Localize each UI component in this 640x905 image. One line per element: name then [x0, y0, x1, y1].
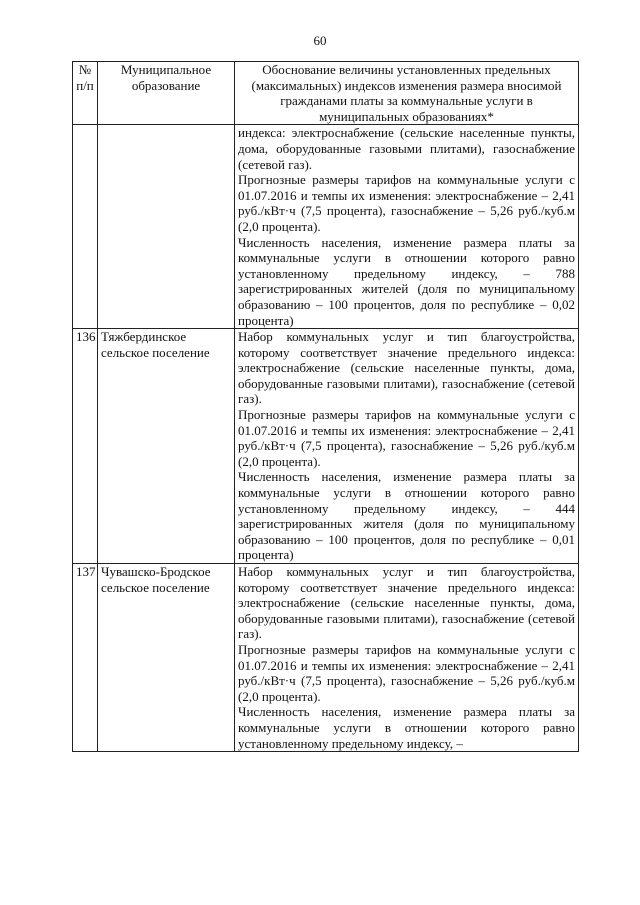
- tariff-index-table: [72, 61, 579, 752]
- header-municipality: Муниципальное образование: [98, 62, 235, 125]
- header-justification: Обоснование величины установленных предельных (максимальных) индексов изменения размера вносимой гражданами платы за коммунальные услуги в муниципальных образованиях*: [235, 62, 579, 125]
- justification-paragraph: Прогнозные размеры тарифов на коммунальные услуги с 01.07.2016 и темпы их изменения: электроснабжение – 2,41 руб./кВт·ч (7,5 процента), газоснабжение – 5,26 руб./куб.м (2,0 процента).: [238, 641, 575, 704]
- table-row: [73, 125, 579, 329]
- municipality-name: [98, 125, 235, 329]
- table-row: [73, 564, 579, 752]
- justification-cell: [235, 125, 579, 329]
- justification-cell: [235, 329, 579, 564]
- table-header-row: [73, 62, 579, 125]
- justification-paragraph: Численность населения, изменение размера платы за коммунальные услуги в отношении которого равно установленному предельному индексу, –: [238, 704, 575, 751]
- justification-paragraph: Численность населения, изменение размера платы за коммунальные услуги в отношении которого равно установленному предельному индексу, – 788 зарегистрированных жителей (доля по муниципальному образованию – 100 процентов, доля по республике – 0,02 процента): [238, 234, 575, 328]
- justification-cell: [235, 564, 579, 752]
- row-number: 136: [73, 329, 98, 564]
- justification-paragraph: индекса: электроснабжение (сельские населенные пункты, дома, оборудованные газовыми плитами), газоснабжение (сетевой газ).: [238, 125, 575, 172]
- justification-paragraph: Набор коммунальных услуг и тип благоустройства, которому соответствует значение предельного индекса: электроснабжение (сельские населенные пункты, дома, оборудованные газовыми плитами), газоснабжение (сетевой газ).: [238, 329, 575, 407]
- table-row: [73, 329, 579, 564]
- row-number: 137: [73, 564, 98, 752]
- justification-paragraph: Прогнозные размеры тарифов на коммунальные услуги с 01.07.2016 и темпы их изменения: электроснабжение – 2,41 руб./кВт·ч (7,5 процента), газоснабжение – 5,26 руб./куб.м (2,0 процента).: [238, 172, 575, 234]
- justification-paragraph: Прогнозные размеры тарифов на коммунальные услуги с 01.07.2016 и темпы их изменения: электроснабжение – 2,41 руб./кВт·ч (7,5 процента), газоснабжение – 5,26 руб./куб.м (2,0 процента).: [238, 407, 575, 469]
- justification-paragraph: Набор коммунальных услуг и тип благоустройства, которому соответствует значение предельного индекса: электроснабжение (сельские населенные пункты, дома, оборудованные газовыми плитами), газоснабжение (сетевой газ).: [238, 564, 575, 642]
- justification-paragraph: Численность населения, изменение размера платы за коммунальные услуги в отношении которого равно установленному предельному индексу, – 444 зарегистрированных жителя (доля по муниципальному образованию – 100 процентов, доля по республике – 0,01 процента): [238, 469, 575, 563]
- page-number: 60: [313, 33, 327, 48]
- row-number: [73, 125, 98, 329]
- header-number: № п/п: [73, 62, 98, 125]
- municipality-name: Чувашско-Бродское сельское поселение: [98, 564, 235, 752]
- municipality-name: Тяжбердинское сельское поселение: [98, 329, 235, 564]
